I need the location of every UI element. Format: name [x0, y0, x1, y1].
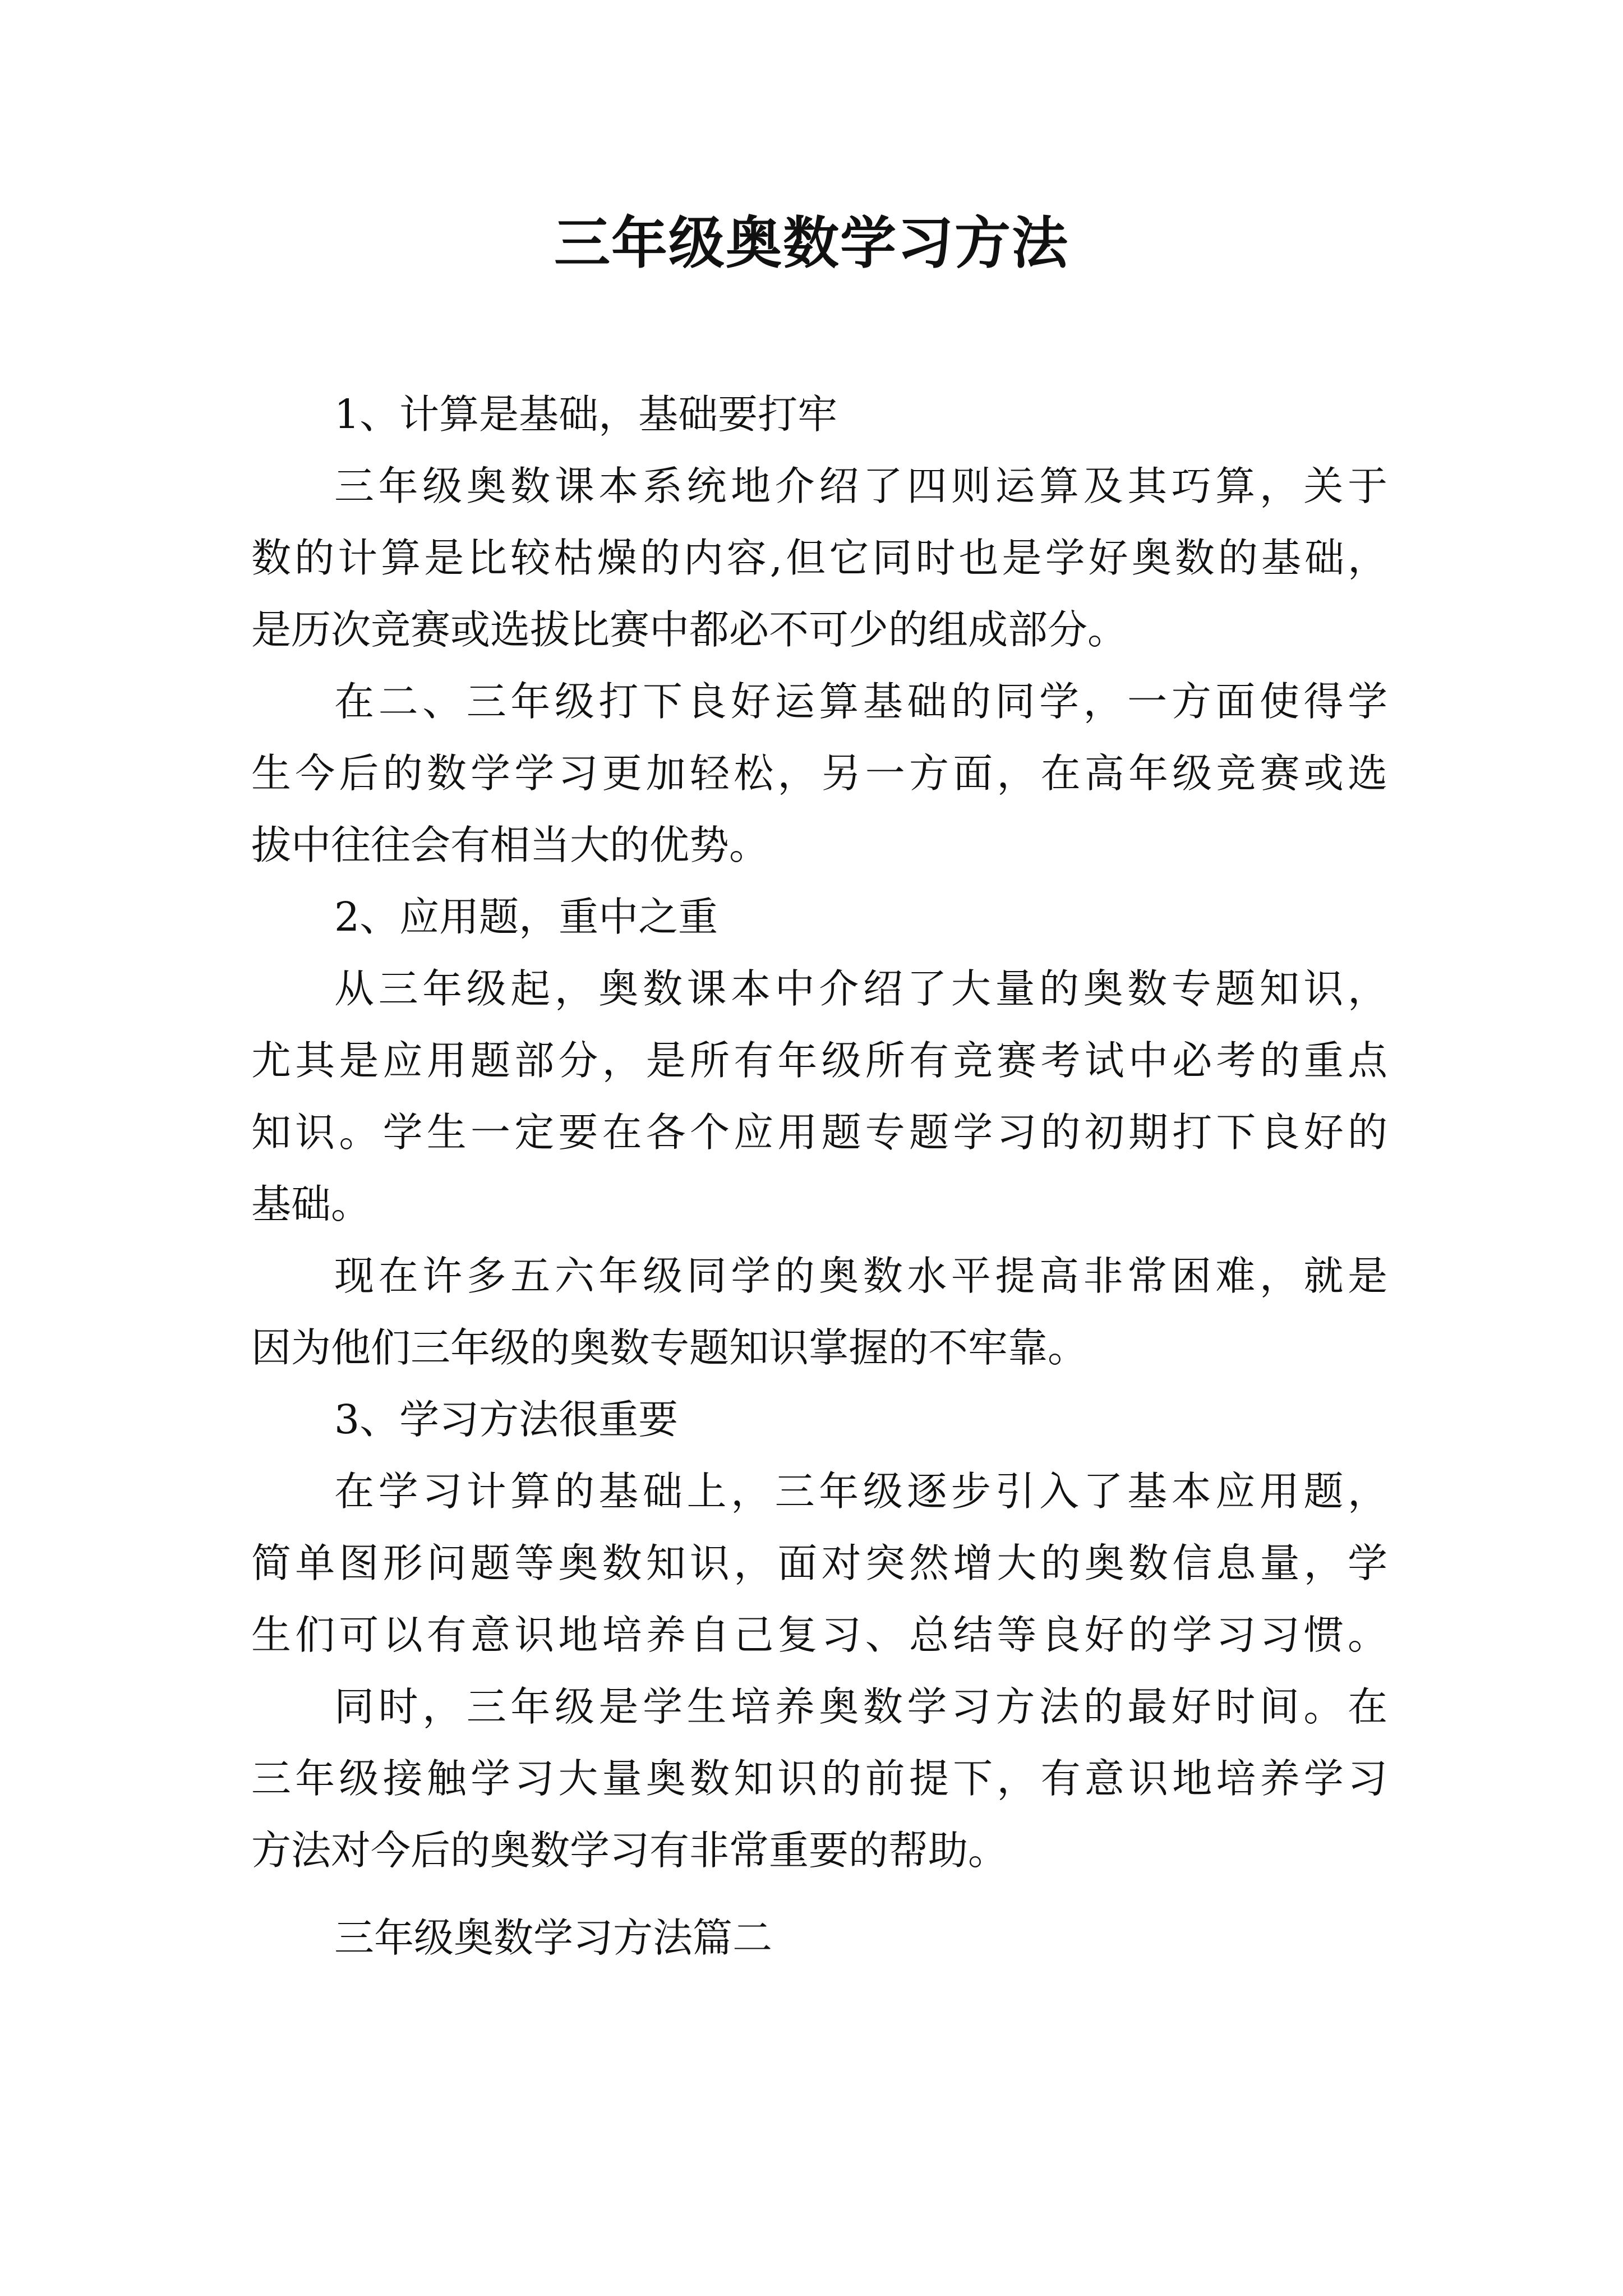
paragraph-line: 数的计算是比较枯燥的内容,但它同时也是学好奥数的基础， — [251, 535, 1387, 581]
paragraph-line: 基础。 — [251, 1181, 371, 1227]
paragraph-line: 生今后的数学学习更加轻松，另一方面，在高年级竞赛或选 — [251, 750, 1387, 797]
paragraph-line: 知识。学生一定要在各个应用题专题学习的初期打下良好的 — [251, 1109, 1387, 1156]
paragraph-line: 三年级接触学习大量奥数知识的前提下，有意识地培养学习 — [251, 1755, 1387, 1802]
paragraph-line: 现在许多五六年级同学的奥数水平提高非常困难，就是 — [334, 1253, 1387, 1299]
paragraph-line: 同时，三年级是学生培养奥数学习方法的最好时间。在 — [334, 1683, 1387, 1730]
section-heading-2: 2、应用题，重中之重 — [334, 894, 718, 940]
paragraph-line: 三年级奥数课本系统地介绍了四则运算及其巧算，关于 — [334, 463, 1387, 509]
paragraph-line: 是历次竞赛或选拔比赛中都必不可少的组成部分。 — [251, 606, 1128, 653]
section-heading-1: 1、计算是基础，基础要打牢 — [334, 391, 838, 438]
paragraph-line: 拔中往往会有相当大的优势。 — [251, 822, 769, 868]
document-title: 三年级奥数学习方法 — [554, 210, 1069, 276]
paragraph-line: 在二、三年级打下良好运算基础的同学，一方面使得学 — [334, 678, 1387, 725]
section-heading-part-two: 三年级奥数学习方法篇二 — [334, 1915, 773, 1961]
paragraph-line: 从三年级起，奥数课本中介绍了大量的奥数专题知识， — [334, 965, 1387, 1012]
paragraph-line: 尤其是应用题部分，是所有年级所有竞赛考试中必考的重点 — [251, 1037, 1387, 1084]
paragraph-line: 方法对今后的奥数学习有非常重要的帮助。 — [251, 1827, 1008, 1874]
paragraph-line: 因为他们三年级的奥数专题知识掌握的不牢靠。 — [251, 1324, 1088, 1371]
paragraph-line: 简单图形问题等奥数知识，面对突然增大的奥数信息量，学 — [251, 1540, 1387, 1586]
section-heading-3: 3、学习方法很重要 — [334, 1396, 679, 1443]
paragraph-line: 生们可以有意识地培养自己复习、总结等良好的学习习惯。 — [251, 1612, 1387, 1658]
paragraph-line: 在学习计算的基础上，三年级逐步引入了基本应用题， — [334, 1468, 1387, 1515]
